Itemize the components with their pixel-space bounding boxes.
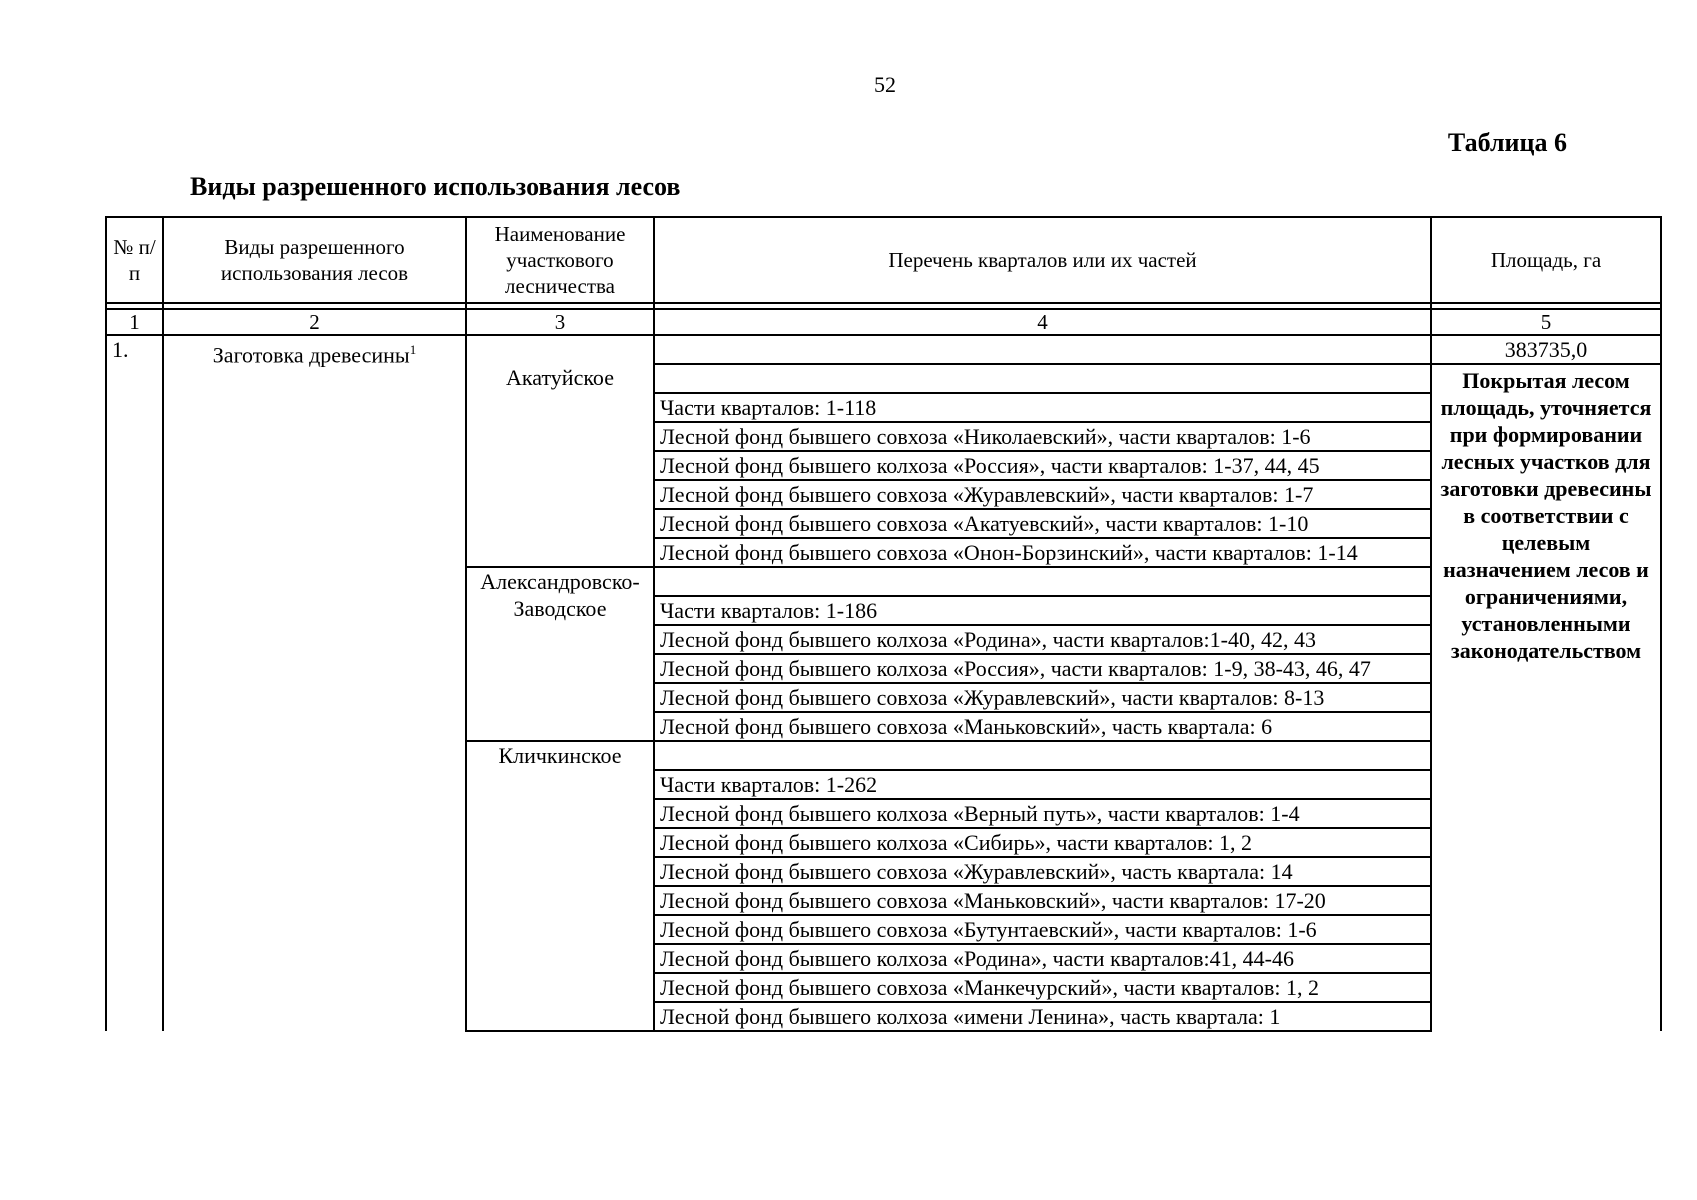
quarters-entry: Лесной фонд бывшего колхоза «Родина», части кварталов:1-40, 42, 43 (654, 625, 1431, 654)
quarters-entry: Лесной фонд бывшего совхоза «Онон-Борзинский», части кварталов: 1-14 (654, 538, 1431, 567)
header-area: Площадь, га (1431, 217, 1661, 303)
column-number: 4 (654, 309, 1431, 335)
quarters-entry: Лесной фонд бывшего совхоза «Маньковский», часть квартала: 6 (654, 712, 1431, 741)
table-title: Виды разрешенного использования лесов (190, 172, 681, 201)
use-type-label: Заготовка древесины (212, 342, 410, 368)
use-type-cell (163, 335, 466, 1031)
quarters-entry: Лесной фонд бывшего совхоза «Журавлевский», часть квартала: 14 (654, 857, 1431, 886)
quarters-entry: Лесной фонд бывшего совхоза «Николаевский», части кварталов: 1-6 (654, 422, 1431, 451)
forestry-name: Александровско-Заводское (466, 567, 654, 741)
quarters-entry: Лесной фонд бывшего колхоза «Россия», части кварталов: 1-37, 44, 45 (654, 451, 1431, 480)
column-number: 3 (466, 309, 654, 335)
footnote-marker: 1 (409, 342, 417, 357)
header-use-type: Виды разрешенного использования лесов (163, 217, 466, 303)
quarters-entry: Лесной фонд бывшего колхоза «Россия», части кварталов: 1-9, 38-43, 46, 47 (654, 654, 1431, 683)
quarters-entry: Лесной фонд бывшего совхоза «Журавлевский», части кварталов: 8-13 (654, 683, 1431, 712)
column-number-row (106, 309, 1661, 335)
quarters-entry (654, 364, 1431, 393)
header-forestry-name: Наименование участкового лесничества (466, 217, 654, 303)
quarters-entry: Лесной фонд бывшего колхоза «Сибирь», части кварталов: 1, 2 (654, 828, 1431, 857)
quarters-entry: Части кварталов: 1-118 (654, 393, 1431, 422)
forestry-name: Кличкинское (466, 741, 654, 1031)
quarters-entry: Части кварталов: 1-186 (654, 596, 1431, 625)
quarters-entry: Части кварталов: 1-262 (654, 770, 1431, 799)
quarters-entry: Лесной фонд бывшего колхоза «Верный путь», части кварталов: 1-4 (654, 799, 1431, 828)
column-number: 1 (106, 309, 163, 335)
header-number: № п/п (106, 217, 163, 303)
row-number: 1. (106, 335, 163, 1031)
page-number: 52 (874, 72, 896, 97)
quarters-entry: Лесной фонд бывшего совхоза «Журавлевский», части кварталов: 1-7 (654, 480, 1431, 509)
quarters-entry: Лесной фонд бывшего совхоза «Бутунтаевский», части кварталов: 1-6 (654, 915, 1431, 944)
total-area: 383735,0 (1431, 335, 1661, 364)
area-note: Покрытая лесом площадь, уточняется при формировании лесных участков для заготовки древесины в соответствии с целевым назначением лесов и ограничениями, установленными законодательством (1431, 364, 1661, 1031)
table-header-row (106, 217, 1661, 303)
table-label: Таблица 6 (1447, 128, 1567, 157)
forestry-name: Акатуйское (466, 364, 654, 567)
quarters-entry: Лесной фонд бывшего совхоза «Манкечурский», части кварталов: 1, 2 (654, 973, 1431, 1002)
quarters-entry (654, 741, 1431, 770)
quarters-entry: Лесной фонд бывшего колхоза «Родина», части кварталов:41, 44-46 (654, 944, 1431, 973)
quarters-entry (654, 567, 1431, 596)
column-number: 5 (1431, 309, 1661, 335)
column-number: 2 (163, 309, 466, 335)
quarters-entry: Лесной фонд бывшего совхоза «Акатуевский», части кварталов: 1-10 (654, 509, 1431, 538)
table-row (106, 335, 1661, 364)
quarters-entry: Лесной фонд бывшего колхоза «имени Ленина», часть квартала: 1 (654, 1002, 1431, 1031)
forest-use-table-wrap (105, 216, 1660, 1032)
forest-use-table (105, 216, 1662, 1032)
header-quarters-list: Перечень кварталов или их частей (654, 217, 1431, 303)
quarters-entry: Лесной фонд бывшего совхоза «Маньковский», части кварталов: 17-20 (654, 886, 1431, 915)
